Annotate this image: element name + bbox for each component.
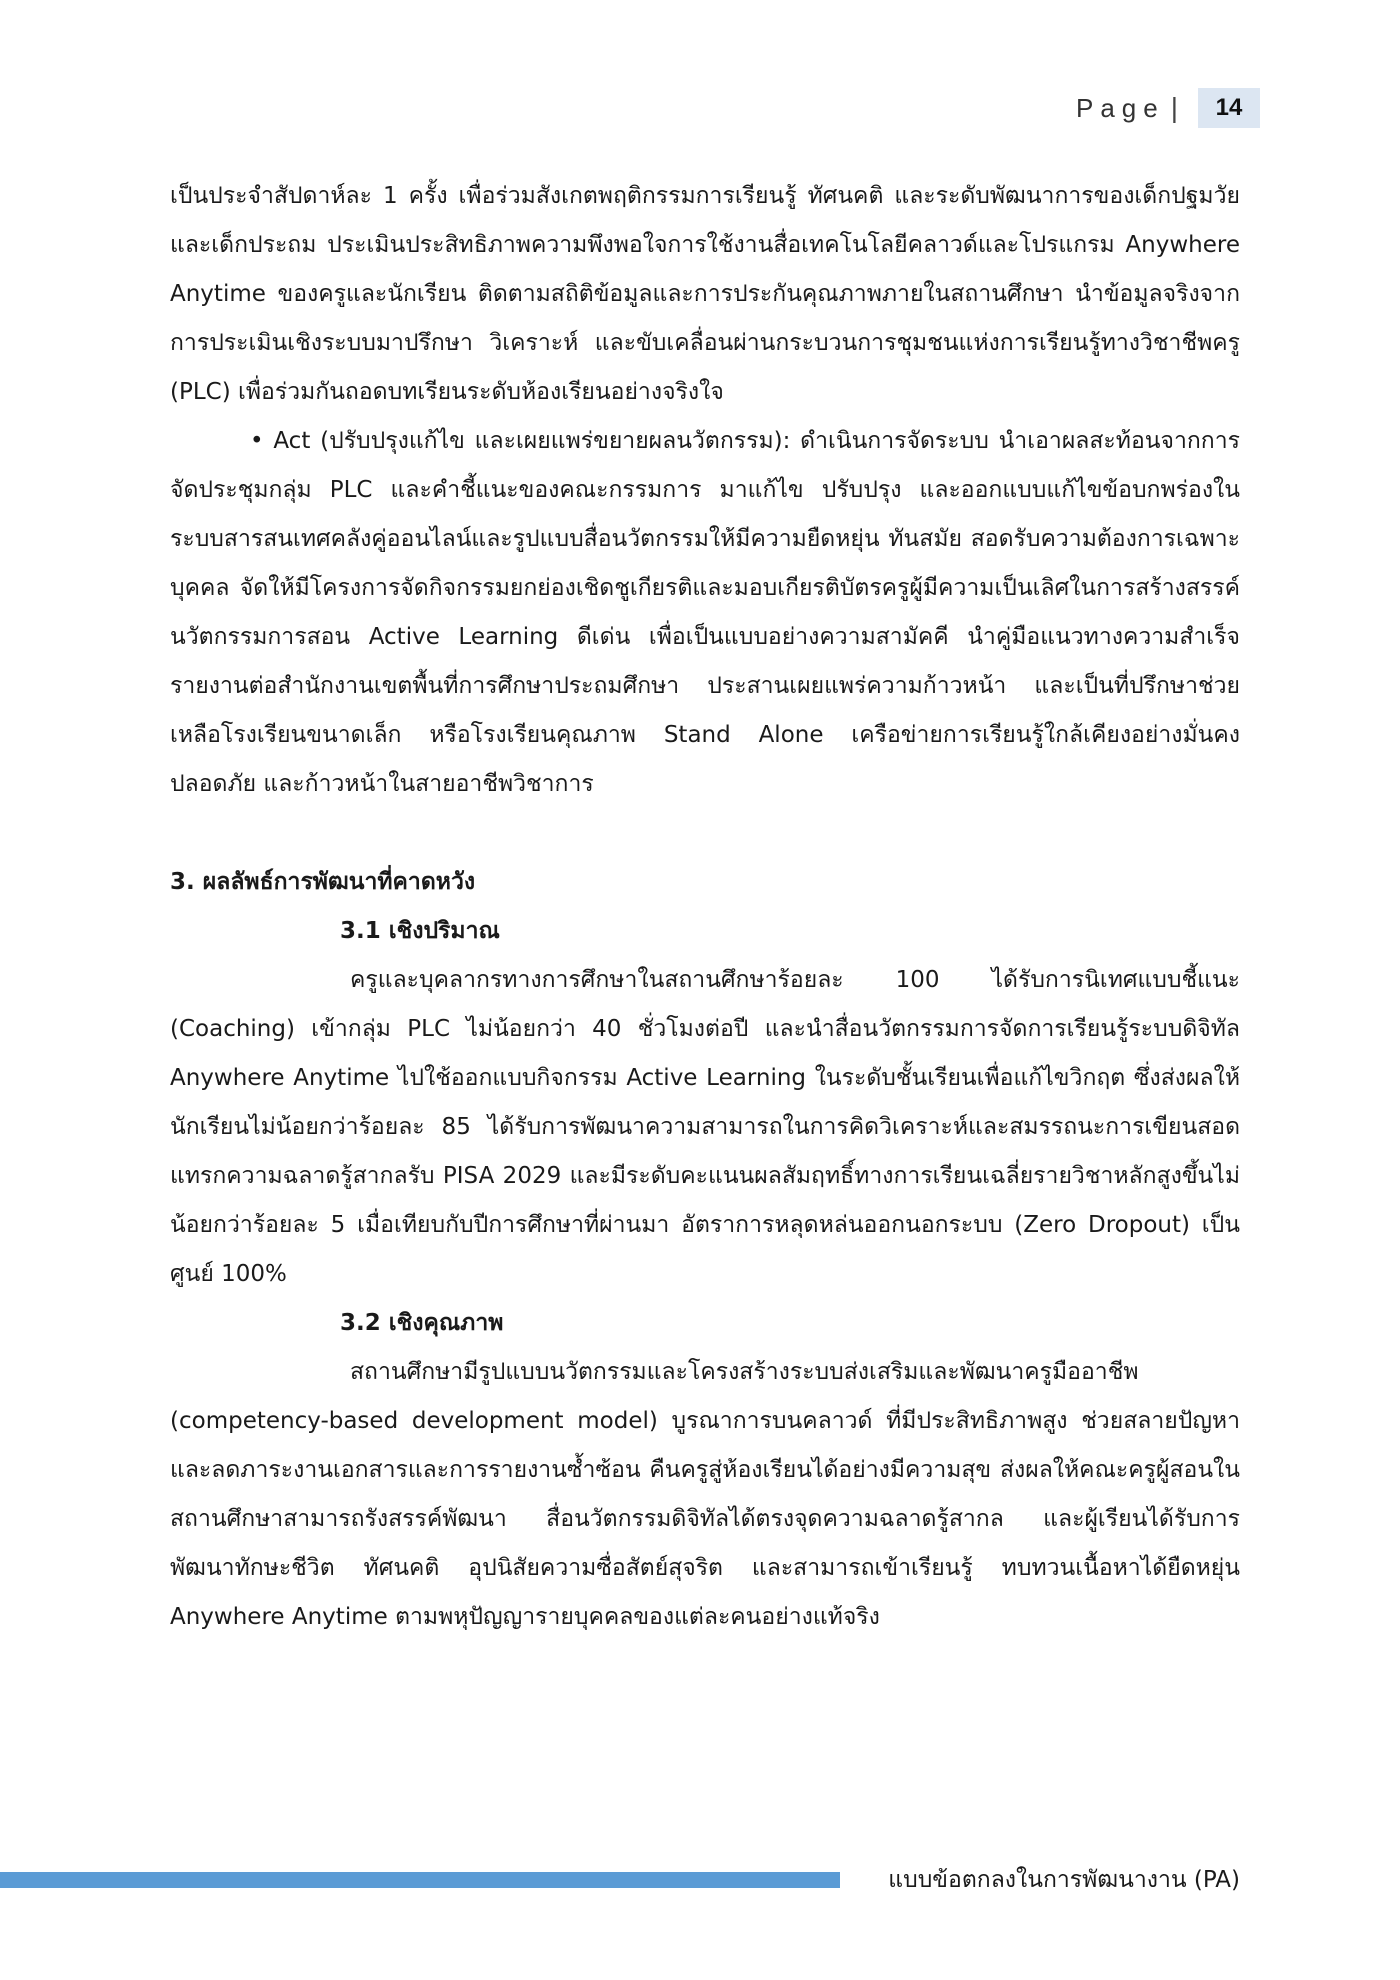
page-header bbox=[1076, 88, 1260, 128]
document-body bbox=[170, 172, 1240, 1642]
footer-text: แบบข้อตกลงในการพัฒนางาน (PA) bbox=[888, 1867, 1240, 1893]
page-separator: | bbox=[1170, 92, 1178, 123]
paragraph-check-continuation: เป็นประจำสัปดาห์ละ 1 ครั้ง เพื่อร่วมสังเกตพฤติกรรมการเรียนรู้ ทัศนคติ และระดับพัฒนาการของเด็กปฐมวัยและเด็กประถม ประเมินประสิทธิภาพความพึงพอใจการใช้งานสื่อเทคโนโลยีคลาวด์และโปรแกรม Anywhere Anytime ของครูและนักเรียน ติดตามสถิติข้อมูลและการประกันคุณภาพภายในสถานศึกษา นำข้อมูลจริงจากการประเมินเชิงระบบมาปรึกษา วิเคราะห์ และขับเคลื่อนผ่านกระบวนการชุมชนแห่งการเรียนรู้ทางวิชาชีพครู (PLC) เพื่อร่วมกันถอดบทเรียนระดับห้องเรียนอย่างจริงใจ bbox=[170, 183, 1240, 405]
page-number: 14 bbox=[1198, 88, 1260, 128]
footer-bar bbox=[0, 1872, 840, 1888]
paragraph-qualitative: สถานศึกษามีรูปแบบนวัตกรรมและโครงสร้างระบบส่งเสริมและพัฒนาครูมืออาชีพ (competency-based development model) บูรณาการบนคลาวด์ ที่มีประสิทธิภาพสูง ช่วยสลายปัญหาและลดภาระงานเอกสารและการรายงานซ้ำซ้อน คืนครูสู่ห้องเรียนได้อย่างมีความสุข ส่งผลให้คณะครูผู้สอนในสถานศึกษาสามารถรังสรรค์พัฒนา สื่อนวัตกรรมดิจิทัลได้ตรงจุดความฉลาดรู้สากล และผู้เรียนได้รับการพัฒนาทักษะชีวิต ทัศนคติ อุปนิสัยความซื่อสัตย์สุจริต และสามารถเข้าเรียนรู้ ทบทวนเนื้อหาได้ยืดหยุ่น Anywhere Anytime ตามพหุปัญญารายบุคคลของแต่ละคนอย่างแท้จริง bbox=[170, 1359, 1240, 1630]
section-heading-3: 3. ผลลัพธ์การพัฒนาที่คาดหวัง bbox=[170, 869, 476, 895]
paragraph-act: • Act (ปรับปรุงแก้ไข และเผยแพร่ขยายผลนวัตกรรม): ดำเนินการจัดระบบ นำเอาผลสะท้อนจากการจัดประชุมกลุ่ม PLC และคำชี้แนะของคณะกรรมการ มาแก้ไข ปรับปรุง และออกแบบแก้ไขข้อบกพร่องในระบบสารสนเทศคลังคู่ออนไลน์และรูปแบบสื่อนวัตกรรมให้มีความยืดหยุ่น ทันสมัย สอดรับความต้องการเฉพาะบุคคล จัดให้มีโครงการจัดกิจกรรมยกย่องเชิดชูเกียรติและมอบเกียรติบัตรครูผู้มีความเป็นเลิศในการสร้างสรรค์นวัตกรรมการสอน Active Learning ดีเด่น เพื่อเป็นแบบอย่างความสามัคคี นำคู่มือแนวทางความสำเร็จรายงานต่อสำนักงานเขตพื้นที่การศึกษาประถมศึกษา ประสานเผยแพร่ความก้าวหน้า และเป็นที่ปรึกษาช่วยเหลือโรงเรียนขนาดเล็ก หรือโรงเรียนคุณภาพ Stand Alone เครือข่ายการเรียนรู้ใกล้เคียงอย่างมั่นคง ปลอดภัย และก้าวหน้าในสายอาชีพวิชาการ bbox=[170, 428, 1240, 797]
paragraph-quantitative: ครูและบุคลากรทางการศึกษาในสถานศึกษาร้อยละ 100 ได้รับการนิเทศแบบชี้แนะ (Coaching) เข้ากลุ่ม PLC ไม่น้อยกว่า 40 ชั่วโมงต่อปี และนำสื่อนวัตกรรมการจัดการเรียนรู้ระบบดิจิทัล Anywhere Anytime ไปใช้ออกแบบกิจกรรม Active Learning ในระดับชั้นเรียนเพื่อแก้ไขวิกฤต ซึ่งส่งผลให้นักเรียนไม่น้อยกว่าร้อยละ 85 ได้รับการพัฒนาความสามารถในการคิดวิเคราะห์และสมรรถนะการเขียนสอดแทรกความฉลาดรู้สากลรับ PISA 2029 และมีระดับคะแนนผลสัมฤทธิ์ทางการเรียนเฉลี่ยรายวิชาหลักสูงขึ้นไม่น้อยกว่าร้อยละ 5 เมื่อเทียบกับปีการศึกษาที่ผ่านมา อัตราการหลุดหล่นออกนอกระบบ (Zero Dropout) เป็นศูนย์ 100% bbox=[170, 967, 1240, 1287]
subsection-heading-3-1: 3.1 เชิงปริมาณ bbox=[340, 918, 500, 944]
subsection-heading-3-2: 3.2 เชิงคุณภาพ bbox=[340, 1310, 504, 1336]
page-label: Page bbox=[1075, 92, 1165, 123]
